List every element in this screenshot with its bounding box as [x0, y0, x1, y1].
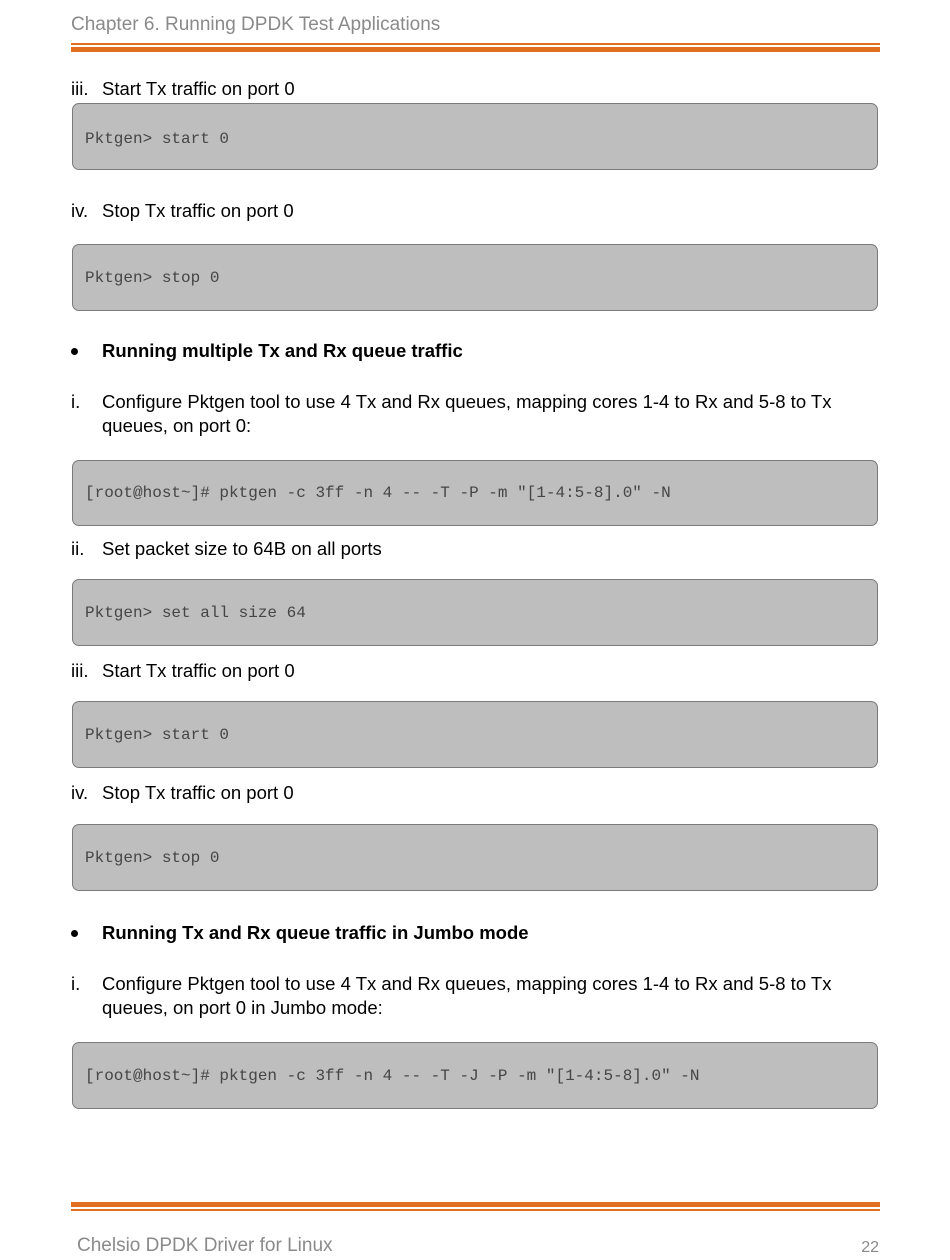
step-text: Stop Tx traffic on port 0: [102, 200, 294, 221]
footer-rule: [71, 1202, 880, 1211]
step-marker: i.: [71, 391, 81, 412]
code-text: Pktgen> start 0: [85, 725, 230, 744]
section-heading: Running multiple Tx and Rx queue traffic: [102, 340, 463, 361]
step-marker: iv.: [71, 200, 89, 221]
page-number: 22: [861, 1239, 879, 1256]
code-block: [72, 103, 878, 170]
code-block: [72, 1042, 878, 1109]
step-text: Configure Pktgen tool to use 4 Tx and Rx queues, mapping cores 1-4 to Rx and 5-8 to Tx queues, on port 0:: [102, 391, 832, 436]
code-block: [72, 460, 878, 526]
step-marker: iv.: [71, 782, 89, 803]
step-text: Stop Tx traffic on port 0: [102, 782, 294, 803]
step-text: Start Tx traffic on port 0: [102, 78, 295, 99]
step-marker: iii.: [71, 660, 89, 681]
section-heading: Running Tx and Rx queue traffic in Jumbo mode: [102, 922, 529, 943]
step-marker: iii.: [71, 78, 89, 99]
step-text: Configure Pktgen tool to use 4 Tx and Rx queues, mapping cores 1-4 to Rx and 5-8 to Tx queues, on port 0 in Jumbo mode:: [102, 973, 832, 1018]
footer-title: Chelsio DPDK Driver for Linux: [77, 1235, 333, 1256]
running-header: Chapter 6. Running DPDK Test Applications: [71, 14, 441, 35]
code-block: [72, 244, 878, 311]
code-text: Pktgen> start 0: [85, 130, 230, 148]
code-text: Pktgen> stop 0: [85, 268, 220, 287]
bullet-icon: [71, 930, 78, 937]
header-rule: [71, 43, 880, 52]
step-marker: ii.: [71, 538, 85, 559]
code-block: [72, 824, 878, 891]
code-text: Pktgen> set all size 64: [85, 603, 306, 622]
step-marker: i.: [71, 973, 81, 994]
code-text: [root@host~]# pktgen -c 3ff -n 4 -- -T -J -P -m "[1-4:5-8].0" -N: [85, 1066, 700, 1085]
code-block: [72, 701, 878, 768]
step-text: Start Tx traffic on port 0: [102, 660, 295, 681]
code-block: [72, 579, 878, 646]
code-text: [root@host~]# pktgen -c 3ff -n 4 -- -T -P -m "[1-4:5-8].0" -N: [85, 484, 671, 502]
step-text: Set packet size to 64B on all ports: [102, 538, 382, 559]
bullet-icon: [71, 348, 78, 355]
code-text: Pktgen> stop 0: [85, 848, 220, 867]
